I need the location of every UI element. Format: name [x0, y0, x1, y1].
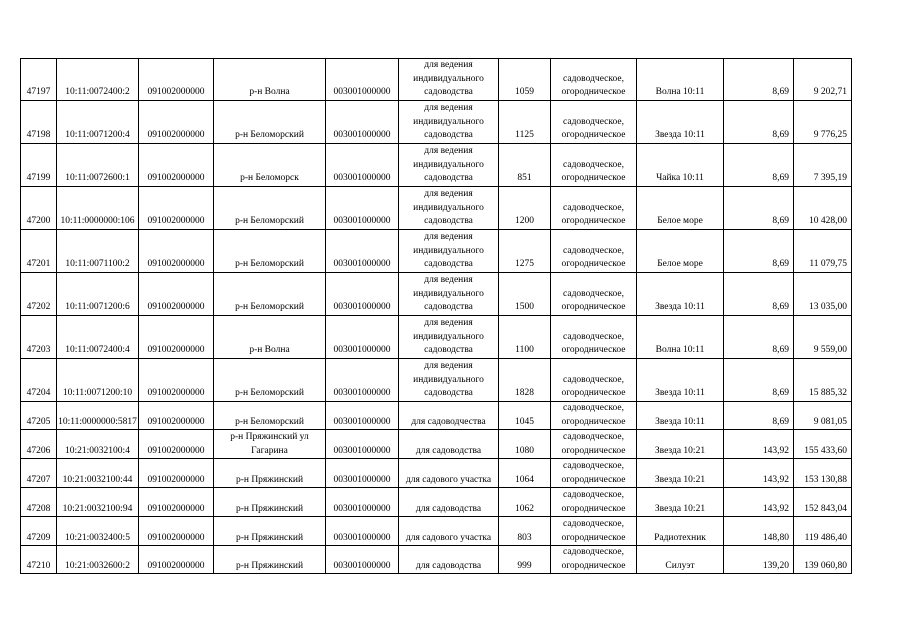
permitted-use-line: для ведения: [424, 275, 473, 286]
permitted-use-cell: [399, 59, 499, 101]
code-2-cell: 003001000000: [326, 402, 399, 430]
address-line: р-н Беломорский: [235, 388, 304, 399]
address-cell: [214, 546, 326, 574]
cadastral-number-cell: 10:11:0000000:106: [57, 187, 139, 230]
okato-code-cell: 091002000000: [139, 59, 214, 101]
cadastral-value-cell: 119 486,40: [794, 517, 852, 546]
land-category-line: садоводческое,: [563, 403, 624, 413]
area-cell: 1064: [499, 459, 551, 488]
row-id-cell: 47200: [21, 187, 57, 230]
table-row: [21, 144, 852, 187]
land-category-line: садоводческое,: [563, 116, 624, 127]
land-category-cell: [551, 546, 637, 574]
land-category-line: огородническое: [561, 173, 626, 184]
cadastral-number-cell: 10:11:0000000:5817: [57, 402, 139, 430]
okato-code-cell: 091002000000: [139, 430, 214, 459]
table-row: [21, 459, 852, 488]
permitted-use-line: для ведения: [424, 103, 473, 114]
okato-code-cell: 091002000000: [139, 488, 214, 517]
land-category-line: огородническое: [561, 216, 626, 227]
address-cell: [214, 101, 326, 144]
area-cell: 1100: [499, 316, 551, 359]
cadastral-value-cell: 152 843,04: [794, 488, 852, 517]
cadastral-rate-cell: 8,69: [724, 144, 794, 187]
cadastral-value-cell: 9 081,05: [794, 402, 852, 430]
cadastral-value-cell: 153 130,88: [794, 459, 852, 488]
permitted-use-cell: [399, 316, 499, 359]
address-line: р-н Пряжинский: [235, 474, 304, 485]
cadastral-value-cell: 15 885,32: [794, 359, 852, 402]
settlement-name-cell: Звезда 10:21: [637, 488, 724, 517]
okato-code-cell: 091002000000: [139, 459, 214, 488]
permitted-use-line: индивидуального: [413, 159, 484, 170]
land-category-line: огородническое: [561, 87, 626, 98]
table-row: [21, 430, 852, 459]
land-category-line: огородническое: [561, 474, 626, 485]
permitted-use-line: садоводства: [424, 216, 473, 227]
address-line: р-н Пряжинский: [235, 560, 304, 571]
settlement-name-cell: Звезда 10:11: [637, 402, 724, 430]
permitted-use-line: индивидуального: [413, 73, 484, 84]
settlement-name-cell: Белое море: [637, 187, 724, 230]
permitted-use-line: индивидуального: [413, 245, 484, 256]
land-category-cell: [551, 430, 637, 459]
cadastral-rate-cell: 139,20: [724, 546, 794, 574]
permitted-use-cell: [399, 459, 499, 488]
address-line: р-н Беломорский: [235, 259, 304, 270]
land-category-line: садоводческое,: [563, 374, 624, 385]
permitted-use-cell: [399, 273, 499, 316]
cadastral-number-cell: 10:11:0071200:4: [57, 101, 139, 144]
permitted-use-cell: [399, 230, 499, 273]
permitted-use-line: для ведения: [424, 318, 473, 329]
address-cell: [214, 517, 326, 546]
area-cell: 1275: [499, 230, 551, 273]
address-line: р-н Волна: [249, 87, 290, 98]
settlement-name-cell: Звезда 10:21: [637, 459, 724, 488]
address-cell: [214, 488, 326, 517]
permitted-use-line: индивидуального: [413, 288, 484, 299]
land-category-line: садоводческое,: [563, 73, 624, 84]
land-category-line: огородническое: [561, 130, 626, 141]
permitted-use-line: для садового участка: [405, 474, 492, 485]
permitted-use-line: для ведения: [424, 189, 473, 200]
code-2-cell: 003001000000: [326, 101, 399, 144]
row-id-cell: 47203: [21, 316, 57, 359]
table-row: [21, 187, 852, 230]
land-category-line: садоводческое,: [563, 159, 624, 170]
permitted-use-line: для садоводства: [415, 445, 482, 456]
land-category-cell: [551, 488, 637, 517]
land-category-line: садоводческое,: [563, 331, 624, 342]
okato-code-cell: 091002000000: [139, 101, 214, 144]
permitted-use-cell: [399, 517, 499, 546]
cadastral-rate-cell: 8,69: [724, 230, 794, 273]
area-cell: 1080: [499, 430, 551, 459]
settlement-name-cell: Силуэт: [637, 546, 724, 574]
land-category-cell: [551, 59, 637, 101]
row-id-cell: 47205: [21, 402, 57, 430]
permitted-use-line: садоводства: [424, 173, 473, 184]
okato-code-cell: 091002000000: [139, 359, 214, 402]
cadastral-rate-cell: 8,69: [724, 402, 794, 430]
area-cell: 1125: [499, 101, 551, 144]
permitted-use-line: индивидуального: [413, 331, 484, 342]
permitted-use-line: для садоводства: [415, 560, 482, 571]
cadastral-number-cell: 10:21:0032100:4: [57, 430, 139, 459]
permitted-use-cell: [399, 488, 499, 517]
okato-code-cell: 091002000000: [139, 402, 214, 430]
table-row: [21, 59, 852, 101]
code-2-cell: 003001000000: [326, 316, 399, 359]
address-line: р-н Беломорский: [235, 130, 304, 141]
cadastral-rate-cell: 8,69: [724, 359, 794, 402]
address-cell: [214, 273, 326, 316]
settlement-name-cell: Чайка 10:11: [637, 144, 724, 187]
area-cell: 1200: [499, 187, 551, 230]
address-cell: [214, 230, 326, 273]
settlement-name-cell: Звезда 10:21: [637, 430, 724, 459]
area-cell: 999: [499, 546, 551, 574]
address-line: р-н Беломорский: [235, 416, 304, 427]
settlement-name-cell: Радиотехник: [637, 517, 724, 546]
cadastral-rate-cell: 8,69: [724, 316, 794, 359]
land-category-line: огородническое: [561, 445, 626, 456]
area-cell: 1062: [499, 488, 551, 517]
land-category-cell: [551, 273, 637, 316]
land-category-line: садоводческое,: [563, 432, 624, 442]
land-category-cell: [551, 517, 637, 546]
cadastral-value-cell: 9 202,71: [794, 59, 852, 101]
address-cell: [214, 187, 326, 230]
address-cell: [214, 316, 326, 359]
address-line: р-н Пряжинский: [235, 503, 304, 514]
okato-code-cell: 091002000000: [139, 187, 214, 230]
table-row: [21, 316, 852, 359]
okato-code-cell: 091002000000: [139, 273, 214, 316]
area-cell: 851: [499, 144, 551, 187]
land-category-line: огородническое: [561, 345, 626, 356]
area-cell: 1045: [499, 402, 551, 430]
area-cell: 1500: [499, 273, 551, 316]
table-row: [21, 359, 852, 402]
land-category-cell: [551, 459, 637, 488]
row-id-cell: 47209: [21, 517, 57, 546]
code-2-cell: 003001000000: [326, 546, 399, 574]
okato-code-cell: 091002000000: [139, 144, 214, 187]
land-category-line: садоводческое,: [563, 461, 624, 471]
code-2-cell: 003001000000: [326, 488, 399, 517]
land-category-line: садоводческое,: [563, 245, 624, 256]
code-2-cell: 003001000000: [326, 430, 399, 459]
land-category-cell: [551, 144, 637, 187]
code-2-cell: 003001000000: [326, 459, 399, 488]
cadastral-value-cell: 139 060,80: [794, 546, 852, 574]
land-category-line: огородническое: [561, 560, 626, 571]
permitted-use-line: для садового участка: [405, 532, 492, 543]
permitted-use-line: садоводства: [424, 388, 473, 399]
cadastral-rate-cell: 148,80: [724, 517, 794, 546]
okato-code-cell: 091002000000: [139, 546, 214, 574]
land-category-line: садоводческое,: [563, 288, 624, 299]
permitted-use-line: для ведения: [424, 361, 473, 372]
address-cell: [214, 430, 326, 459]
cadastral-number-cell: 10:21:0032100:44: [57, 459, 139, 488]
table-row: [21, 273, 852, 316]
permitted-use-line: садоводства: [424, 130, 473, 141]
land-category-line: огородническое: [561, 503, 626, 514]
settlement-name-cell: Волна 10:11: [637, 316, 724, 359]
table-row: [21, 402, 852, 430]
permitted-use-line: садоводства: [424, 302, 473, 313]
table-row: [21, 230, 852, 273]
land-category-line: огородническое: [561, 416, 626, 427]
row-id-cell: 47207: [21, 459, 57, 488]
address-line: р-н Беломорск: [240, 173, 299, 184]
address-line: р-н Волна: [249, 345, 290, 356]
land-category-line: садоводческое,: [563, 519, 624, 529]
table-row: [21, 488, 852, 517]
land-category-cell: [551, 230, 637, 273]
table-row: [21, 517, 852, 546]
address-line: р-н Беломорский: [235, 216, 304, 227]
row-id-cell: 47199: [21, 144, 57, 187]
table-row: [21, 101, 852, 144]
land-category-line: огородническое: [561, 388, 626, 399]
address-cell: [214, 402, 326, 430]
table-row: [21, 546, 852, 574]
settlement-name-cell: Звезда 10:11: [637, 273, 724, 316]
cadastral-value-cell: 7 395,19: [794, 144, 852, 187]
cadastral-rate-cell: 8,69: [724, 273, 794, 316]
land-category-cell: [551, 359, 637, 402]
code-2-cell: 003001000000: [326, 230, 399, 273]
land-category-line: садоводческое,: [563, 547, 624, 558]
land-category-line: садоводческое,: [563, 490, 624, 500]
permitted-use-line: садоводства: [424, 345, 473, 356]
permitted-use-line: для ведения: [424, 146, 473, 157]
permitted-use-cell: [399, 101, 499, 144]
permitted-use-cell: [399, 430, 499, 459]
row-id-cell: 47206: [21, 430, 57, 459]
row-id-cell: 47197: [21, 59, 57, 101]
land-plots-table: [20, 58, 852, 574]
permitted-use-cell: [399, 359, 499, 402]
permitted-use-line: садоводства: [424, 87, 473, 98]
row-id-cell: 47208: [21, 488, 57, 517]
row-id-cell: 47210: [21, 546, 57, 574]
land-category-cell: [551, 402, 637, 430]
settlement-name-cell: Белое море: [637, 230, 724, 273]
permitted-use-cell: [399, 144, 499, 187]
okato-code-cell: 091002000000: [139, 316, 214, 359]
settlement-name-cell: Звезда 10:11: [637, 359, 724, 402]
cadastral-rate-cell: 143,92: [724, 488, 794, 517]
land-category-line: садоводческое,: [563, 202, 624, 213]
cadastral-rate-cell: 8,69: [724, 59, 794, 101]
cadastral-value-cell: 11 079,75: [794, 230, 852, 273]
cadastral-number-cell: 10:11:0072600:1: [57, 144, 139, 187]
cadastral-number-cell: 10:11:0071200:10: [57, 359, 139, 402]
table-body: [21, 59, 852, 574]
cadastral-value-cell: 9 776,25: [794, 101, 852, 144]
okato-code-cell: 091002000000: [139, 230, 214, 273]
code-2-cell: 003001000000: [326, 517, 399, 546]
code-2-cell: 003001000000: [326, 273, 399, 316]
row-id-cell: 47201: [21, 230, 57, 273]
cadastral-rate-cell: 143,92: [724, 459, 794, 488]
address-cell: [214, 459, 326, 488]
cadastral-number-cell: 10:21:0032100:94: [57, 488, 139, 517]
code-2-cell: 003001000000: [326, 144, 399, 187]
permitted-use-cell: [399, 546, 499, 574]
cadastral-value-cell: 155 433,60: [794, 430, 852, 459]
cadastral-number-cell: 10:11:0071200:6: [57, 273, 139, 316]
cadastral-value-cell: 13 035,00: [794, 273, 852, 316]
cadastral-number-cell: 10:11:0072400:4: [57, 316, 139, 359]
permitted-use-line: для ведения: [424, 60, 473, 71]
cadastral-number-cell: 10:11:0071100:2: [57, 230, 139, 273]
cadastral-value-cell: 10 428,00: [794, 187, 852, 230]
row-id-cell: 47202: [21, 273, 57, 316]
permitted-use-line: индивидуального: [413, 374, 484, 385]
land-category-line: огородническое: [561, 532, 626, 543]
land-category-cell: [551, 316, 637, 359]
row-id-cell: 47198: [21, 101, 57, 144]
land-category-cell: [551, 187, 637, 230]
land-category-cell: [551, 101, 637, 144]
cadastral-rate-cell: 8,69: [724, 101, 794, 144]
address-line: р-н Пряжинский ул: [230, 432, 309, 442]
cadastral-rate-cell: 8,69: [724, 187, 794, 230]
cadastral-number-cell: 10:21:0032400:5: [57, 517, 139, 546]
address-cell: [214, 359, 326, 402]
cadastral-rate-cell: 143,92: [724, 430, 794, 459]
address-line: р-н Беломорский: [235, 302, 304, 313]
cadastral-number-cell: 10:11:0072400:2: [57, 59, 139, 101]
address-line: р-н Пряжинский: [235, 532, 304, 543]
okato-code-cell: 091002000000: [139, 517, 214, 546]
cadastral-number-cell: 10:21:0032600:2: [57, 546, 139, 574]
permitted-use-line: для садоводства: [415, 503, 482, 514]
permitted-use-cell: [399, 402, 499, 430]
permitted-use-line: индивидуального: [413, 202, 484, 213]
settlement-name-cell: Звезда 10:11: [637, 101, 724, 144]
code-2-cell: 003001000000: [326, 187, 399, 230]
land-category-line: огородническое: [561, 259, 626, 270]
area-cell: 1828: [499, 359, 551, 402]
permitted-use-line: для садоводчества: [411, 416, 486, 427]
area-cell: 803: [499, 517, 551, 546]
address-line: Гагарина: [251, 445, 288, 456]
address-cell: [214, 59, 326, 101]
permitted-use-cell: [399, 187, 499, 230]
permitted-use-line: для ведения: [424, 232, 473, 243]
settlement-name-cell: Волна 10:11: [637, 59, 724, 101]
code-2-cell: 003001000000: [326, 359, 399, 402]
permitted-use-line: садоводства: [424, 259, 473, 270]
row-id-cell: 47204: [21, 359, 57, 402]
permitted-use-line: индивидуального: [413, 116, 484, 127]
area-cell: 1059: [499, 59, 551, 101]
code-2-cell: 003001000000: [326, 59, 399, 101]
cadastral-value-cell: 9 559,00: [794, 316, 852, 359]
address-cell: [214, 144, 326, 187]
land-category-line: огородническое: [561, 302, 626, 313]
